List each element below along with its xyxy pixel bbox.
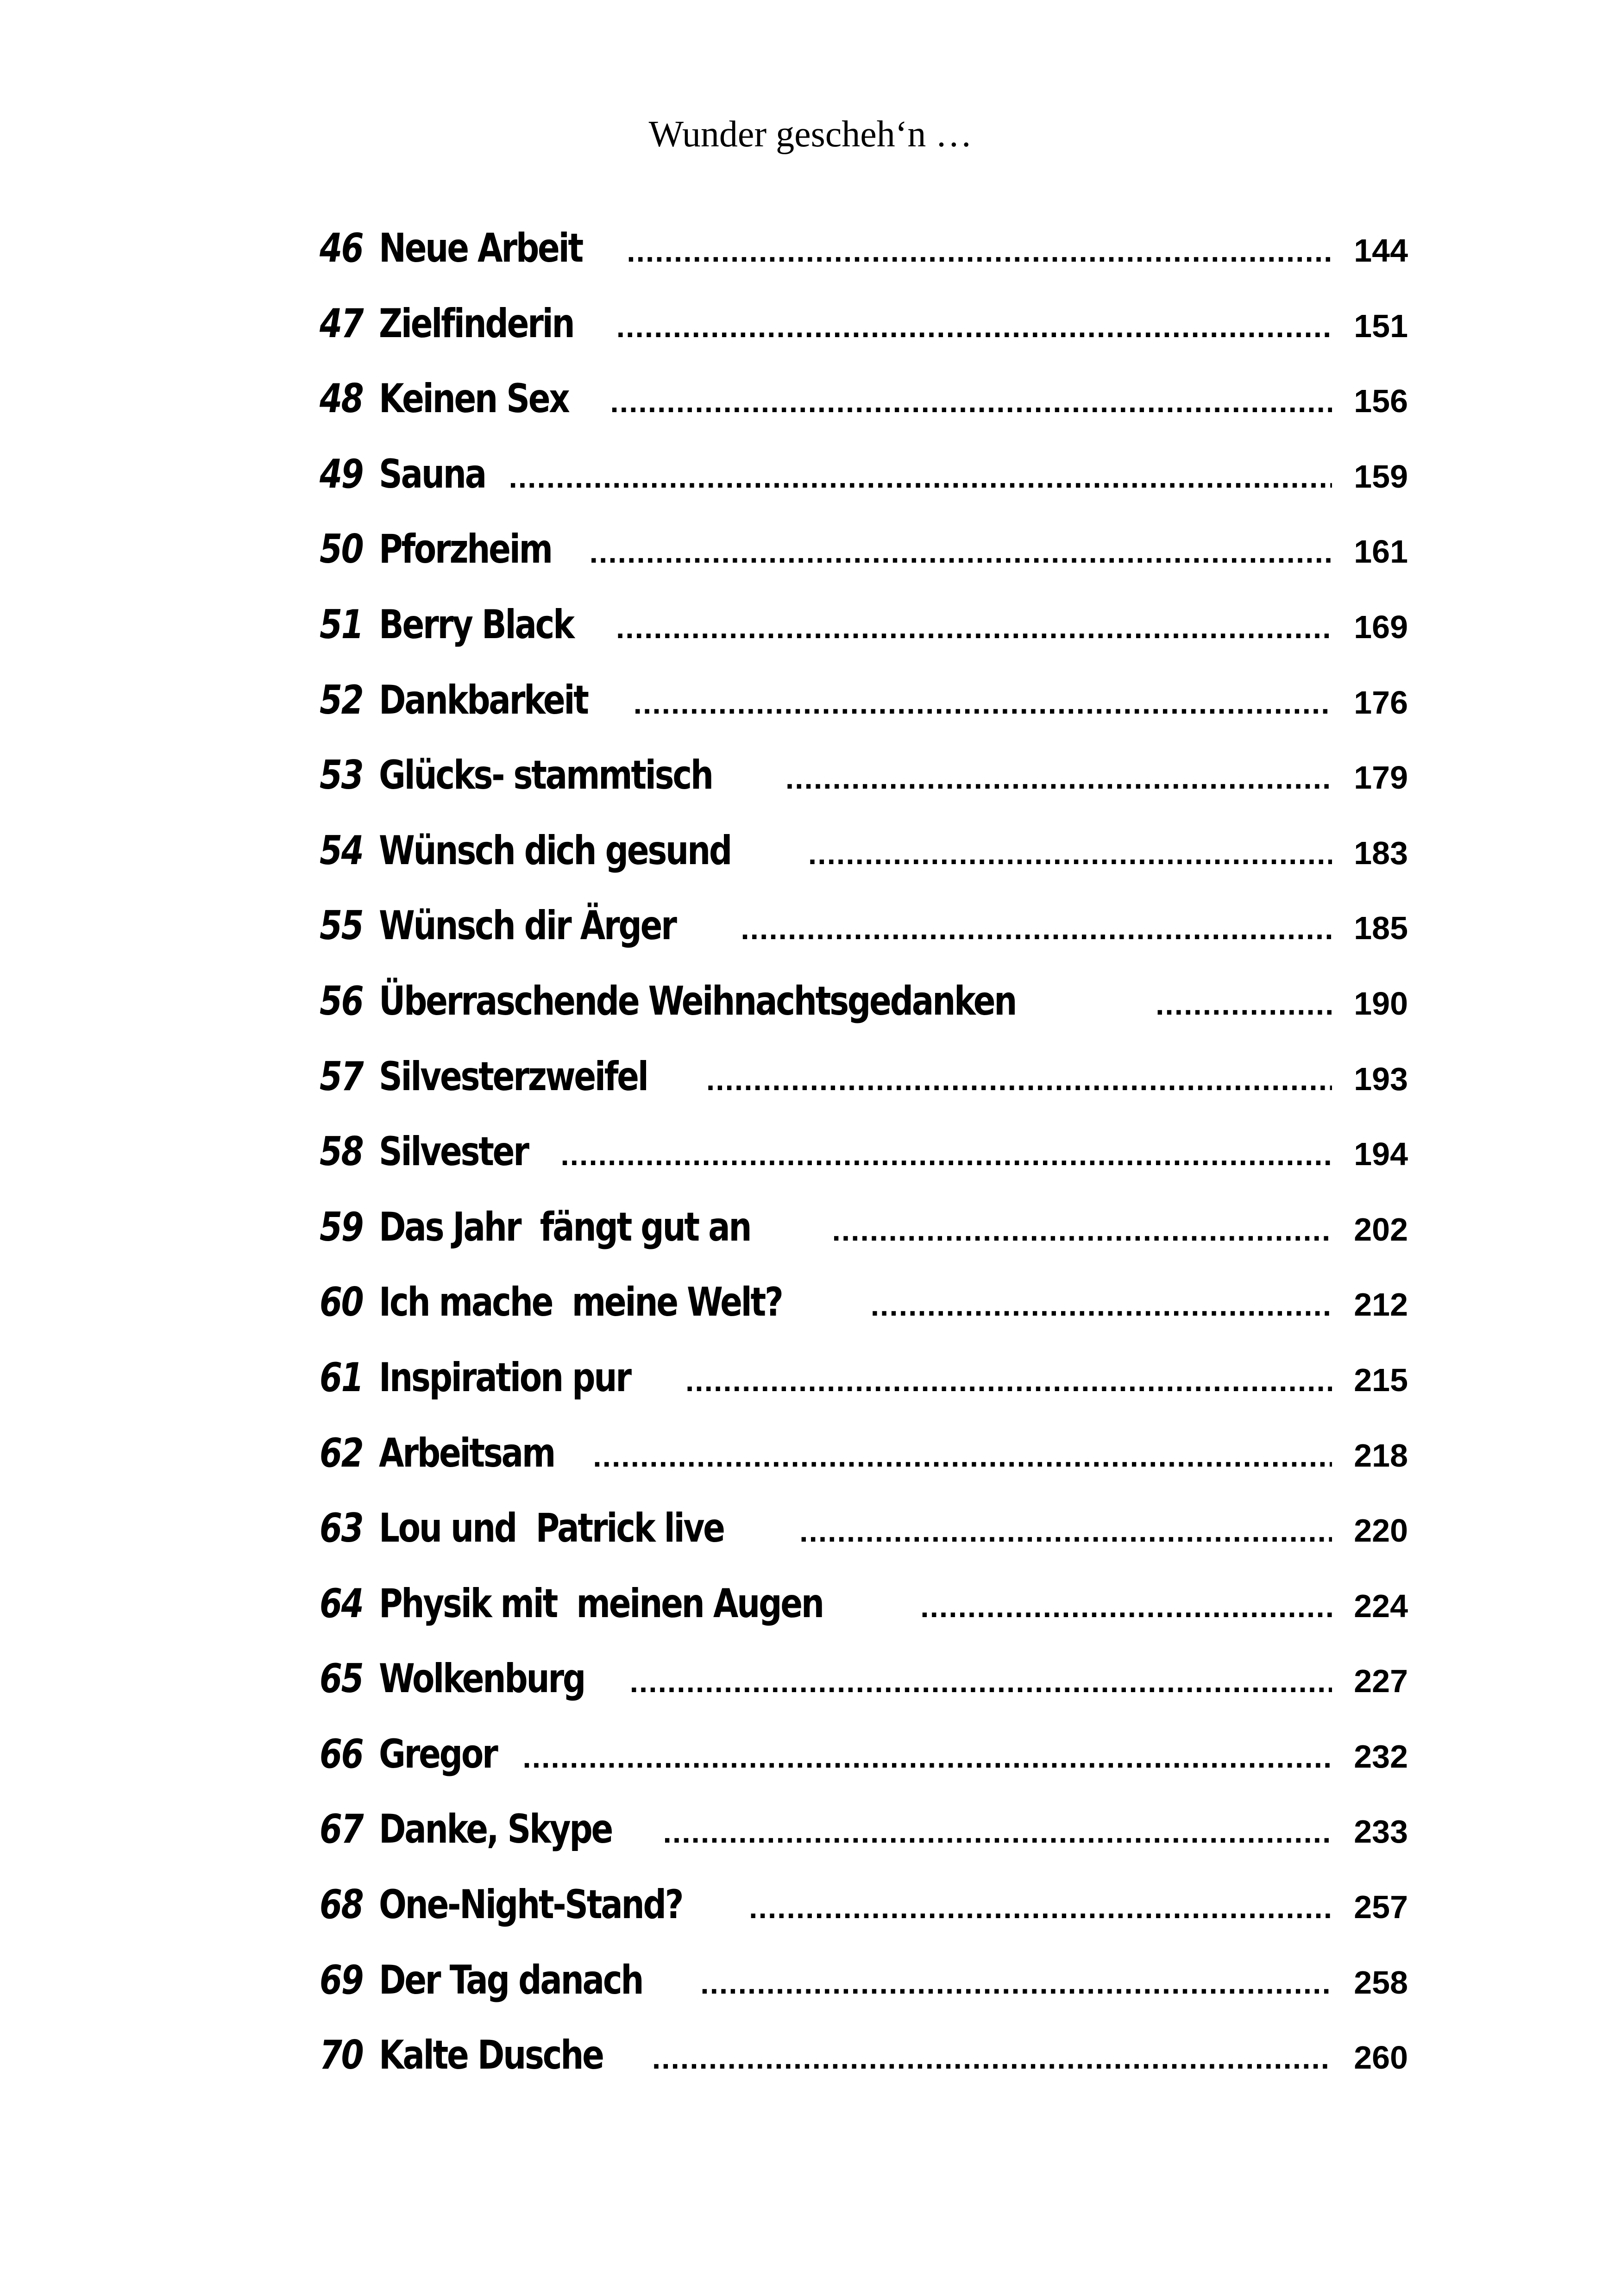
- page-number: 194: [1354, 1136, 1408, 1173]
- dot-leader: [749, 1870, 1332, 1945]
- dot-leader: [610, 364, 1332, 439]
- chapter-title: Zielfinderin: [379, 300, 574, 347]
- chapter-number: 58: [320, 1129, 363, 1175]
- dot-leader: [1156, 966, 1332, 1042]
- chapter-number: 55: [320, 903, 363, 949]
- dot-leader: [832, 1192, 1332, 1268]
- chapter-number: 62: [320, 1430, 363, 1476]
- toc-entry[interactable]: [320, 738, 1408, 813]
- toc-entry[interactable]: [320, 1190, 1408, 1265]
- page-number: 258: [1354, 1964, 1408, 2001]
- toc-entry[interactable]: [320, 587, 1408, 663]
- chapter-number: 53: [320, 752, 363, 799]
- chapter-title: Überraschende Weihnachtsgedanken: [379, 978, 1016, 1024]
- page-number: 185: [1354, 910, 1408, 947]
- toc-entry[interactable]: [320, 1641, 1408, 1717]
- dot-leader: [871, 1267, 1332, 1343]
- page-number: 176: [1354, 684, 1408, 721]
- chapter-number: 48: [320, 376, 363, 422]
- dot-leader: [616, 289, 1332, 364]
- chapter-title: Sauna: [379, 451, 485, 497]
- page-number: 190: [1354, 985, 1408, 1022]
- page-number: 159: [1354, 458, 1408, 495]
- dot-leader: [808, 816, 1332, 891]
- toc-entry[interactable]: [320, 1416, 1408, 1491]
- dot-leader: [685, 1343, 1332, 1418]
- toc-entry[interactable]: [320, 1792, 1408, 1867]
- page-number: 257: [1354, 1889, 1408, 1926]
- dot-leader: [593, 1418, 1332, 1494]
- page-number: 183: [1354, 834, 1408, 871]
- toc-entry[interactable]: [320, 361, 1408, 437]
- toc-entry[interactable]: [320, 1340, 1408, 1416]
- toc-entry[interactable]: [320, 964, 1408, 1039]
- page-number: 212: [1354, 1286, 1408, 1323]
- dot-leader: [560, 1117, 1332, 1192]
- chapter-title: Arbeitsam: [379, 1430, 555, 1476]
- chapter-title: Neue Arbeit: [379, 225, 582, 271]
- dot-leader: [663, 1794, 1332, 1870]
- chapter-number: 70: [320, 2032, 363, 2079]
- toc-entry[interactable]: [320, 2018, 1408, 2093]
- page-number: 161: [1354, 533, 1408, 570]
- toc-entry[interactable]: [320, 1491, 1408, 1566]
- chapter-number: 64: [320, 1580, 363, 1627]
- chapter-number: 54: [320, 827, 363, 874]
- dot-leader: [920, 1569, 1332, 1644]
- chapter-number: 65: [320, 1656, 363, 1702]
- chapter-number: 68: [320, 1882, 363, 1928]
- page-number: 151: [1354, 307, 1408, 344]
- page-number: 179: [1354, 759, 1408, 796]
- toc-entry[interactable]: [320, 1717, 1408, 1792]
- chapter-number: 49: [320, 451, 363, 497]
- dot-leader: [627, 213, 1332, 289]
- dot-leader: [700, 1945, 1332, 2021]
- toc-entry[interactable]: [320, 211, 1408, 286]
- chapter-number: 46: [320, 225, 363, 271]
- chapter-number: 60: [320, 1279, 363, 1326]
- chapter-title: Ich mache meine Welt?: [379, 1279, 782, 1326]
- chapter-title: Silvesterzweifel: [379, 1053, 647, 1100]
- toc-entry[interactable]: [320, 1867, 1408, 1943]
- chapter-title: Inspiration pur: [379, 1354, 630, 1401]
- chapter-number: 67: [320, 1806, 363, 1853]
- chapter-number: 61: [320, 1354, 363, 1401]
- table-of-contents: [320, 211, 1408, 2093]
- page-number: 193: [1354, 1060, 1408, 1097]
- dot-leader: [522, 1719, 1332, 1795]
- page-number: 202: [1354, 1211, 1408, 1248]
- page-number: 232: [1354, 1738, 1408, 1775]
- toc-entry[interactable]: [320, 1265, 1408, 1340]
- page-number: 169: [1354, 609, 1408, 645]
- page-number: 215: [1354, 1361, 1408, 1398]
- page-number: 144: [1354, 232, 1408, 269]
- chapter-number: 52: [320, 677, 363, 723]
- chapter-title: Silvester: [379, 1129, 528, 1175]
- page-number: 260: [1354, 2039, 1408, 2076]
- page-number: 224: [1354, 1587, 1408, 1624]
- chapter-title: Pforzheim: [379, 526, 552, 573]
- chapter-number: 69: [320, 1957, 363, 2003]
- dot-leader: [590, 514, 1332, 590]
- page-number: 218: [1354, 1437, 1408, 1474]
- toc-entry[interactable]: [320, 813, 1408, 889]
- page-number: 227: [1354, 1663, 1408, 1700]
- chapter-title: Lou und Patrick live: [379, 1505, 724, 1552]
- dot-leader: [706, 1042, 1332, 1117]
- page-number: 220: [1354, 1512, 1408, 1549]
- chapter-number: 56: [320, 978, 363, 1024]
- chapter-title: Kalte Dusche: [379, 2032, 603, 2079]
- toc-entry[interactable]: [320, 1566, 1408, 1642]
- chapter-title: Physik mit meinen Augen: [379, 1580, 823, 1627]
- chapter-number: 63: [320, 1505, 363, 1552]
- chapter-title: Wünsch dich gesund: [379, 827, 731, 874]
- chapter-number: 59: [320, 1204, 363, 1250]
- page-number: 233: [1354, 1813, 1408, 1850]
- dot-leader: [630, 1644, 1332, 1719]
- chapter-title: One-Night-Stand?: [379, 1882, 683, 1928]
- chapter-number: 51: [320, 601, 363, 648]
- toc-entry[interactable]: [320, 512, 1408, 587]
- toc-entry[interactable]: [320, 286, 1408, 362]
- chapter-title: Berry Black: [379, 601, 573, 648]
- chapter-title: Wünsch dir Ärger: [379, 903, 676, 949]
- chapter-title: Gregor: [379, 1731, 497, 1777]
- toc-entry[interactable]: [320, 1039, 1408, 1115]
- dot-leader: [509, 439, 1332, 515]
- chapter-title: Das Jahr fängt gut an: [379, 1204, 751, 1250]
- chapter-number: 47: [320, 300, 363, 347]
- toc-entry[interactable]: [320, 1943, 1408, 2018]
- dot-leader: [799, 1493, 1332, 1569]
- toc-entry[interactable]: [320, 437, 1408, 512]
- chapter-title: Glücks- stammtisch: [379, 752, 712, 799]
- chapter-title: Danke, Skype: [379, 1806, 612, 1853]
- dot-leader: [785, 740, 1332, 816]
- chapter-title: Wolkenburg: [379, 1656, 585, 1702]
- chapter-number: 50: [320, 526, 363, 573]
- chapter-number: 57: [320, 1053, 363, 1100]
- chapter-title: Der Tag danach: [379, 1957, 643, 2003]
- dot-leader: [634, 665, 1332, 741]
- dot-leader: [652, 2020, 1332, 2096]
- running-header: Wunder gescheh‘n …: [648, 114, 973, 155]
- chapter-title: Dankbarkeit: [379, 677, 588, 723]
- dot-leader: [616, 590, 1332, 665]
- toc-entry[interactable]: [320, 663, 1408, 738]
- dot-leader: [741, 891, 1332, 966]
- toc-entry[interactable]: [320, 888, 1408, 964]
- toc-entry[interactable]: [320, 1114, 1408, 1190]
- page-number: 156: [1354, 383, 1408, 420]
- chapter-number: 66: [320, 1731, 363, 1777]
- chapter-title: Keinen Sex: [379, 376, 569, 422]
